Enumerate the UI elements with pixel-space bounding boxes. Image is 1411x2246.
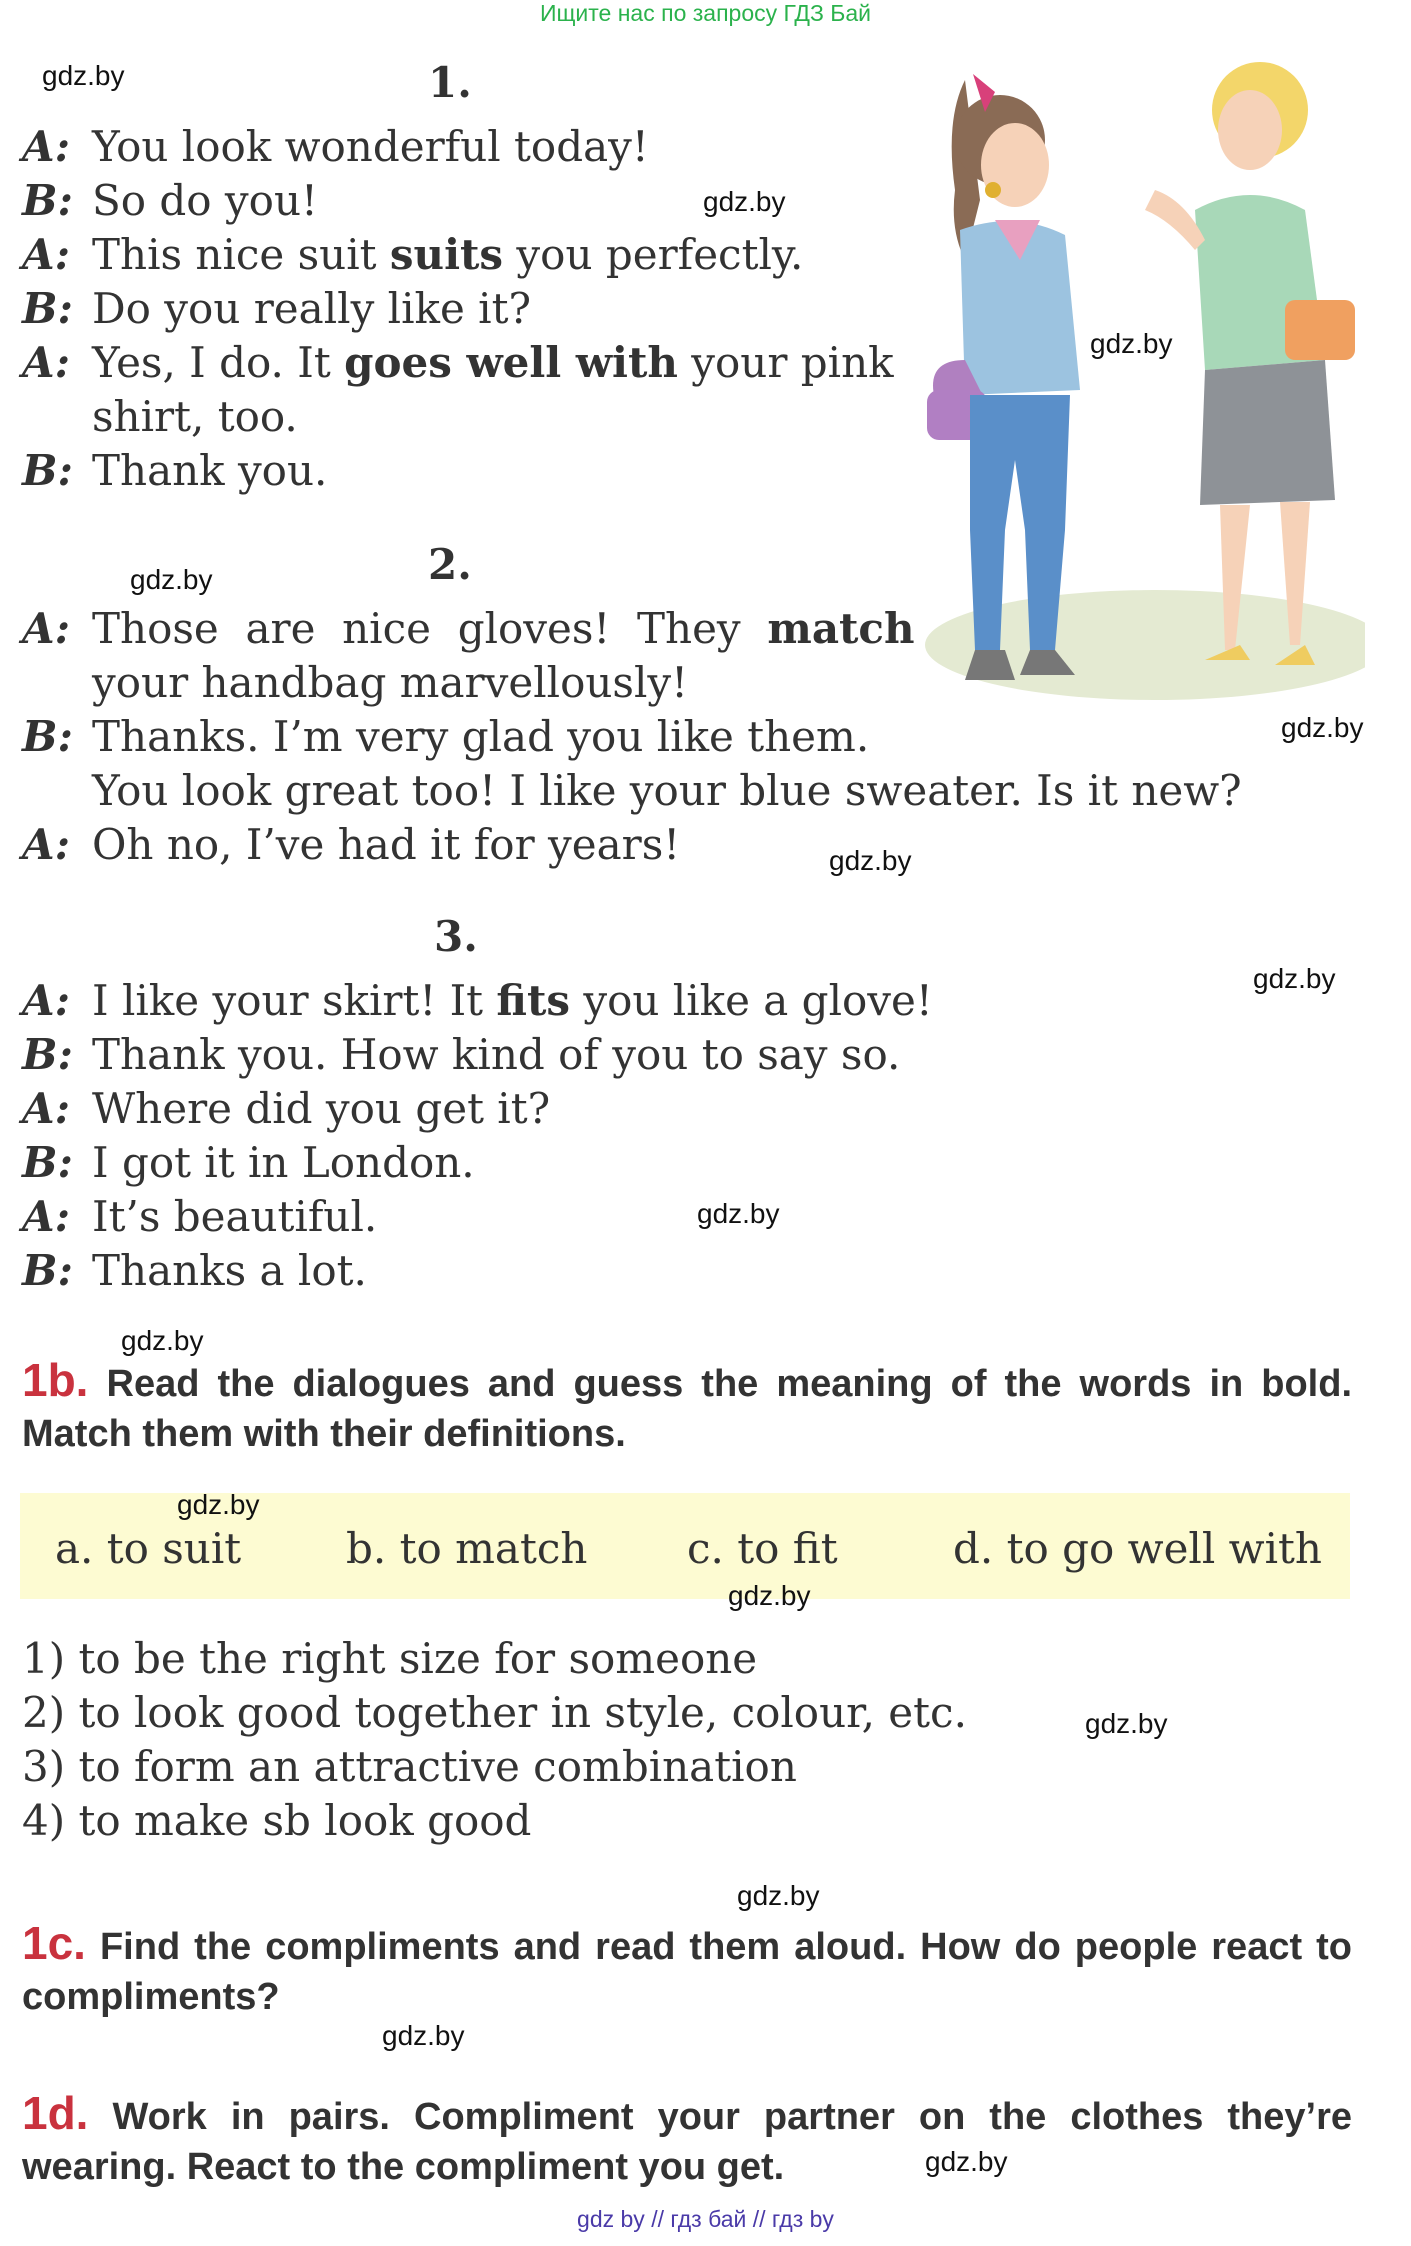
dialogue-line <box>22 336 902 390</box>
dialogue-text <box>92 336 894 390</box>
watermark: gdz.by <box>703 186 786 217</box>
bold-term: suits <box>389 230 504 279</box>
watermark: gdz.by <box>737 1880 820 1911</box>
watermark: gdz.by <box>697 1198 780 1229</box>
speaker-label: B: <box>22 712 74 761</box>
dialogue-line <box>22 764 1362 818</box>
dialogue-line <box>22 656 1362 710</box>
text-segment: shirt, too. <box>92 392 298 441</box>
footer-links[interactable]: gdz by // гдз бай // гдз by <box>577 2206 834 2232</box>
definition-3: 3) to form an attractive combination <box>22 1742 797 1791</box>
task-1b-number: 1b. <box>22 1354 89 1406</box>
speaker-label: A: <box>22 1192 71 1241</box>
option-b: b. to match <box>346 1524 588 1573</box>
text-segment: I got it in London. <box>92 1138 475 1187</box>
watermark: gdz.by <box>829 845 912 876</box>
dialogue-text <box>92 120 649 174</box>
task-1d-number: 1d. <box>22 2087 89 2139</box>
text-segment: Thank you. <box>92 446 328 495</box>
watermark: gdz.by <box>130 564 213 595</box>
dialogue-text <box>92 1190 377 1244</box>
task-1b <box>22 1355 1352 1459</box>
watermark: gdz.by <box>728 1580 811 1611</box>
dialogue-line <box>22 974 1362 1028</box>
speaker-label: B: <box>22 1138 74 1187</box>
dialogue-line <box>22 282 902 336</box>
bold-term: match <box>767 604 915 653</box>
text-segment: It’s beautiful. <box>92 1192 378 1241</box>
dialogue-line <box>22 710 1362 764</box>
text-segment: So do you! <box>92 176 318 225</box>
text-segment: Those are nice gloves! They <box>92 604 768 653</box>
watermark: gdz.by <box>1085 1708 1168 1739</box>
dialogue-2-number: 2. <box>428 540 472 589</box>
dialogue-text <box>92 1136 475 1190</box>
task-1d <box>22 2088 1352 2192</box>
dialogue-line <box>22 602 1362 656</box>
task-1c-text: Find the compliments and read them aloud. How do people react to compliments? <box>22 1926 1352 2018</box>
speaker-label: A: <box>22 820 71 869</box>
speaker-label: A: <box>22 1084 71 1133</box>
dialogue-text <box>92 818 680 872</box>
dialogue-text <box>92 1082 550 1136</box>
dialogue-3-number: 3. <box>434 912 478 961</box>
option-c: c. to fit <box>687 1524 838 1573</box>
dialogue-line <box>22 120 902 174</box>
speaker-label: A: <box>22 338 71 387</box>
option-d: d. to go well with <box>953 1524 1322 1573</box>
text-segment: You look great too! I like your blue sweater. Is it new? <box>92 766 1242 815</box>
text-segment: you like a glove! <box>570 976 933 1025</box>
speaker-label: B: <box>22 446 74 495</box>
text-segment: You look wonderful today! <box>92 122 649 171</box>
dialogue-3 <box>22 974 1362 1298</box>
text-segment: Where did you get it? <box>92 1084 551 1133</box>
dialogue-text <box>92 602 915 656</box>
dialogue-line <box>22 1136 1362 1190</box>
dialogue-line <box>22 1082 1362 1136</box>
dialogue-text <box>92 444 327 498</box>
speaker-label: A: <box>22 230 71 279</box>
text-segment: Do you really like it? <box>92 284 531 333</box>
text-segment: I like your skirt! It <box>92 976 497 1025</box>
text-segment: Yes, I do. It <box>92 338 345 387</box>
text-segment: This nice suit <box>92 230 390 279</box>
watermark: gdz.by <box>177 1489 260 1520</box>
dialogue-line <box>22 228 902 282</box>
dialogue-line <box>22 1190 1362 1244</box>
watermark: gdz.by <box>1090 328 1173 359</box>
text-segment: Thanks a lot. <box>92 1246 367 1295</box>
dialogue-text <box>92 390 298 444</box>
dialogue-text <box>92 282 531 336</box>
dialogue-text <box>92 764 1242 818</box>
dialogue-text <box>92 710 869 764</box>
text-segment: you perfectly. <box>503 230 804 279</box>
dialogue-text <box>92 974 933 1028</box>
bold-term: goes well with <box>344 338 678 387</box>
dialogue-line <box>22 390 902 444</box>
task-1b-text: Read the dialogues and guess the meaning of the words in bold. Match them with their definitions. <box>22 1363 1352 1455</box>
definition-4: 4) to make sb look good <box>22 1796 532 1845</box>
dialogue-text <box>92 174 318 228</box>
speaker-label: A: <box>22 604 71 653</box>
speaker-label: B: <box>22 1246 74 1295</box>
dialogue-text <box>92 1028 900 1082</box>
watermark: gdz.by <box>925 2146 1008 2177</box>
task-1c-number: 1c. <box>22 1917 86 1969</box>
task-1d-text: Work in pairs. Compliment your partner on the clothes they’re wearing. React to the compliment you get. <box>22 2096 1352 2188</box>
dialogue-2 <box>22 602 1362 872</box>
bold-term: fits <box>496 976 570 1025</box>
text-segment: Thank you. How kind of you to say so. <box>92 1030 901 1079</box>
watermark: gdz.by <box>382 2020 465 2051</box>
watermark: gdz.by <box>1253 963 1336 994</box>
text-segment: your pink <box>677 338 894 387</box>
speaker-label: B: <box>22 1030 74 1079</box>
speaker-label: A: <box>22 976 71 1025</box>
text-segment: your handbag marvellously! <box>92 658 688 707</box>
watermark: gdz.by <box>121 1325 204 1356</box>
option-a: a. to suit <box>55 1524 242 1573</box>
dialogue-line <box>22 174 902 228</box>
dialogue-line <box>22 1028 1362 1082</box>
text-segment: Oh no, I’ve had it for years! <box>92 820 681 869</box>
watermark: gdz.by <box>1281 712 1364 743</box>
definition-2: 2) to look good together in style, colour, etc. <box>22 1688 967 1737</box>
dialogue-line <box>22 818 1362 872</box>
dialogue-line <box>22 444 902 498</box>
text-segment: Thanks. I’m very glad you like them. <box>92 712 870 761</box>
task-1c <box>22 1918 1352 2022</box>
watermark: gdz.by <box>42 60 125 91</box>
speaker-label: B: <box>22 176 74 225</box>
dialogue-1-number: 1. <box>428 58 472 107</box>
dialogue-text <box>92 656 688 710</box>
definition-1: 1) to be the right size for someone <box>22 1634 758 1683</box>
speaker-label: A: <box>22 122 71 171</box>
top-banner[interactable]: Ищите нас по запросу ГДЗ Бай <box>539 0 872 26</box>
speaker-label: B: <box>22 284 74 333</box>
dialogue-text <box>92 1244 367 1298</box>
dialogue-text <box>92 228 803 282</box>
dialogue-1 <box>22 120 902 498</box>
dialogue-line <box>22 1244 1362 1298</box>
